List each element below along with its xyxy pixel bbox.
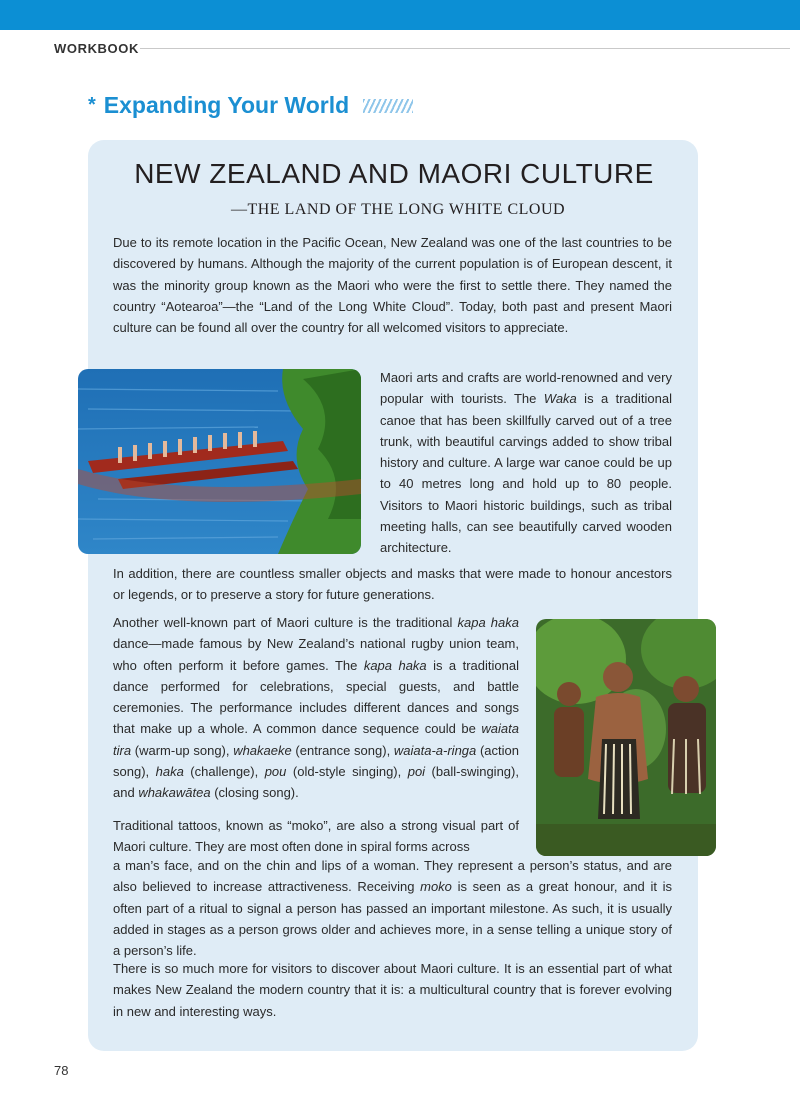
kapa-text-7: (challenge),	[183, 764, 265, 780]
kapa-term-3: waiata tira	[113, 721, 519, 758]
top-color-bar	[0, 0, 800, 30]
kapa-text-9: (ball-swinging), and	[113, 764, 519, 801]
kapa-text-1: Another well-known part of Maori culture is the traditional	[113, 615, 458, 630]
decorative-stripes-icon	[363, 99, 413, 113]
kapa-term-4: whakaeke	[233, 742, 292, 758]
moko-term: moko	[420, 879, 452, 895]
kapa-term-7: pou	[264, 764, 287, 780]
kapa-text-5: (entrance song),	[291, 742, 394, 758]
section-heading-text: Expanding Your World	[103, 92, 350, 118]
kapa-term-5: waiata-a-ringa	[393, 742, 477, 758]
workbook-label: WORKBOOK	[54, 41, 139, 56]
kapa-term-9: whakawātea	[138, 785, 211, 801]
waka-text-2: is a traditional canoe that has been skillfully carved out of a tree trunk, with beautiful carvings added to show tribal history and culture. A large war canoe could be up to 40 metres long and hold up to 80 people. Visitors to Maori historic buildings, such as tribal meeting halls, can see beautifully carved wooden architecture.	[380, 391, 672, 556]
header-rule	[140, 48, 790, 49]
paragraph-moko: Traditional tattoos, known as “moko”, are also a strong visual part of Maori culture. They are most often done in spiral forms across	[113, 818, 519, 855]
paragraph-moko-cont	[113, 855, 672, 961]
kapa-text-4: (warm-up song),	[131, 742, 234, 758]
article-title: NEW ZEALAND AND MAORI CULTURE	[134, 158, 654, 189]
waka-term: Waka	[543, 391, 577, 407]
moko-text-1: a man’s face, and on the chin and lips of a woman. They represent a person’s status, and are also believed to increase attractiveness. Receiving	[113, 858, 672, 895]
moko-text-2: is seen as a great honour, and it is often part of a ritual to signal a person has passed an important milestone. As such, it is usually added in stages as a person grows older and achieves more, in a sense telling a unique story of a person’s life.	[113, 879, 672, 959]
kapa-term-1: kapa haka	[457, 615, 519, 630]
paragraph-waka	[380, 367, 672, 559]
canoe-photo	[78, 369, 361, 554]
paragraph-waka-cont: In addition, there are countless smaller objects and masks that were made to honour ancestors or legends, or to preserve a story for future generations.	[113, 566, 672, 603]
page-number: 78	[54, 1063, 69, 1078]
haka-photo	[536, 619, 716, 856]
kapa-text-8: (old-style singing),	[286, 764, 408, 780]
waka-text-1: Maori arts and crafts are world-renowned and very popular with tourists. The	[380, 370, 672, 407]
bullet-star-icon: *	[88, 94, 96, 116]
article-subtitle: —THE LAND OF THE LONG WHITE CLOUD	[230, 201, 566, 218]
section-heading	[88, 92, 413, 119]
kapa-text-2: dance—made famous by New Zealand’s national rugby union team, who often perform it before games. The	[113, 636, 519, 673]
kapa-text-10: (closing song).	[210, 785, 299, 801]
kapa-text-6: (action song),	[113, 742, 519, 780]
paragraph-closing: There is so much more for visitors to discover about Maori culture. It is an essential part of what makes New Zealand the modern country that it is: a multicultural country that is forever evolving in new and interesting ways.	[113, 961, 672, 1019]
kapa-term-6: haka	[155, 764, 184, 780]
paragraph-kapa-haka	[113, 612, 519, 804]
kapa-term-2: kapa haka	[363, 657, 427, 673]
kapa-text-3: is a traditional dance performed for celebrations, special guests, and battle ceremonies. The performance includes different dances and songs that make up a whole. A common dance sequence could be	[113, 657, 519, 737]
kapa-term-8: poi	[407, 764, 426, 780]
paragraph-intro: Due to its remote location in the Pacific Ocean, New Zealand was one of the last countries to be discovered by humans. Although the majority of the current population is of European descent, it was the minority group known as the Maori who were the first to settle there. They named the country “Aotearoa”—the “Land of the Long White Cloud”. Today, both past and present Maori culture can be found all over the country for all welcomed visitors to appreciate.	[113, 235, 672, 336]
